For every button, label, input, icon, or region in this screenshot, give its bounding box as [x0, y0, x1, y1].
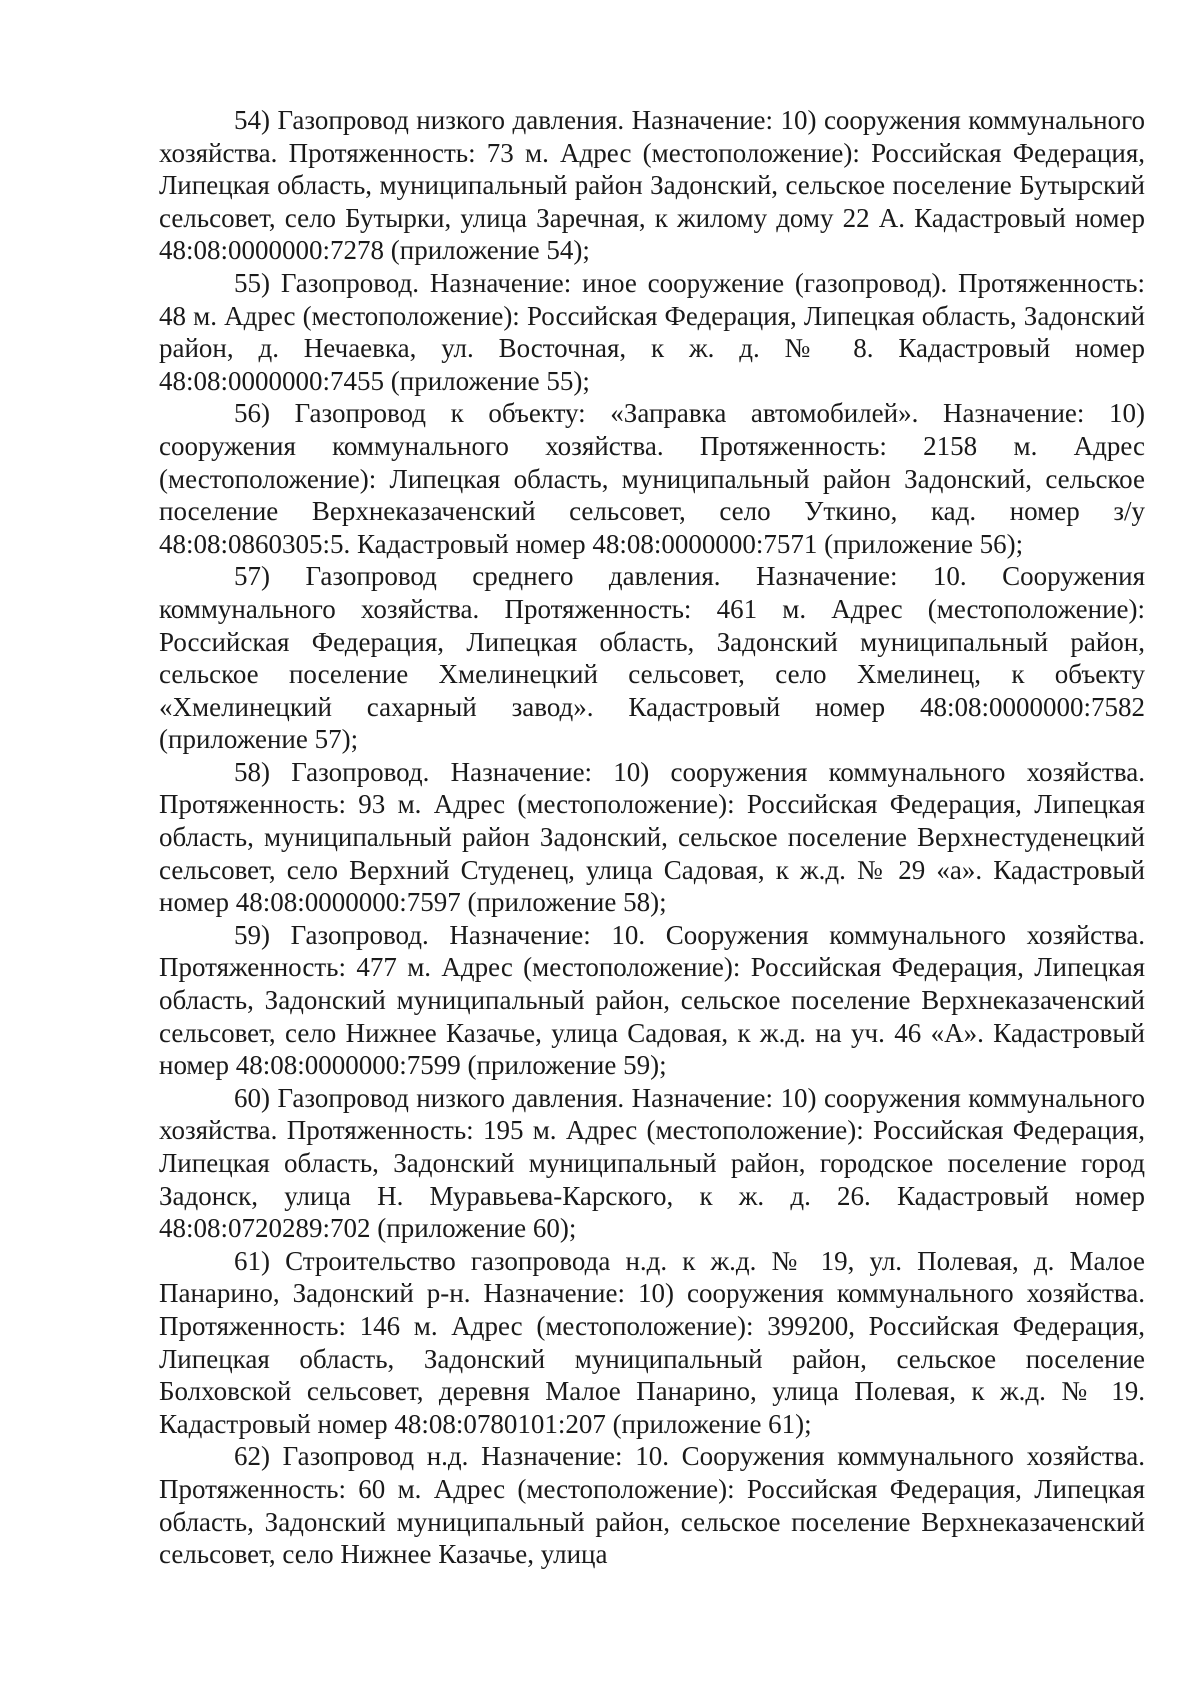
list-item-61: 61) Строительство газопровода н.д. к ж.д. № 19, ул. Полевая, д. Малое Панарино, Задонский р-н. Назначение: 10) сооружения коммунального хозяйства. Протяженность: 146 м. Адрес (местоположение): 399200, Российская Федерация, Липецкая область, Задонский муниципальный район, сельское поселение Болховской сельсовет, деревня Малое Панарино, улица Полевая, к ж.д. № 19. Кадастровый номер 48:08:0780101:207 (приложение 61);: [159, 1245, 1145, 1439]
list-item-62: 62) Газопровод н.д. Назначение: 10. Сооружения коммунального хозяйства. Протяженность: 60 м. Адрес (местоположение): Российская Федерация, Липецкая область, Задонский муниципальный район, сельское поселение Верхнеказаченский сельсовет, село Нижнее Казачье, улица: [159, 1441, 1145, 1570]
list-item-55: 55) Газопровод. Назначение: иное сооружение (газопровод). Протяженность: 48 м. Адрес (местоположение): Российская Федерация, Липецкая область, Задонский район, д. Нечаевка, ул. Восточная, к ж. д. № 8. Кадастровый номер 48:08:0000000:7455 (приложение 55);: [159, 267, 1145, 396]
list-item-59: 59) Газопровод. Назначение: 10. Сооружения коммунального хозяйства. Протяженность: 477 м. Адрес (местоположение): Российская Федерация, Липецкая область, Задонский муниципальный район, сельское поселение Верхнеказаченский сельсовет, село Нижнее Казачье, улица Садовая, к ж.д. на уч. 46 «А». Кадастровый номер 48:08:0000000:7599 (приложение 59);: [159, 919, 1145, 1081]
list-item-60: 60) Газопровод низкого давления. Назначение: 10) сооружения коммунального хозяйства. Протяженность: 195 м. Адрес (местоположение): Российская Федерация, Липецкая область, Задонский муниципальный район, городское поселение город Задонск, улица Н. Муравьева-Карского, к ж. д. 26. Кадастровый номер 48:08:0720289:702 (приложение 60);: [159, 1082, 1145, 1244]
list-item-54: 54) Газопровод низкого давления. Назначение: 10) сооружения коммунального хозяйства. Протяженность: 73 м. Адрес (местоположение): Российская Федерация, Липецкая область, муниципальный район Задонский, сельское поселение Бутырский сельсовет, село Бутырки, улица Заречная, к жилому дому 22 А. Кадастровый номер 48:08:0000000:7278 (приложение 54);: [159, 105, 1145, 266]
list-item-58: 58) Газопровод. Назначение: 10) сооружения коммунального хозяйства. Протяженность: 93 м. Адрес (местоположение): Российская Федерация, Липецкая область, муниципальный район Задонский, сельское поселение Верхнестуденецкий сельсовет, село Верхний Студенец, улица Садовая, к ж.д. № 29 «а». Кадастровый номер 48:08:0000000:7597 (приложение 58);: [159, 756, 1145, 918]
document-body: [159, 104, 1145, 1571]
list-item-56: 56) Газопровод к объекту: «Заправка автомобилей». Назначение: 10) сооружения коммунального хозяйства. Протяженность: 2158 м. Адрес (местоположение): Липецкая область, муниципальный район Задонский, сельское поселение Верхнеказаченский сельсовет, село Уткино, кад. номер з/у 48:08:0860305:5. Кадастровый номер 48:08:0000000:7571 (приложение 56);: [159, 398, 1145, 559]
list-item-57: 57) Газопровод среднего давления. Назначение: 10. Сооружения коммунального хозяйства. Протяженность: 461 м. Адрес (местоположение): Российская Федерация, Липецкая область, Задонский муниципальный район, сельское поселение Хмелинецкий сельсовет, село Хмелинец, к объекту «Хмелинецкий сахарный завод». Кадастровый номер 48:08:0000000:7582 (приложение 57);: [159, 561, 1145, 755]
